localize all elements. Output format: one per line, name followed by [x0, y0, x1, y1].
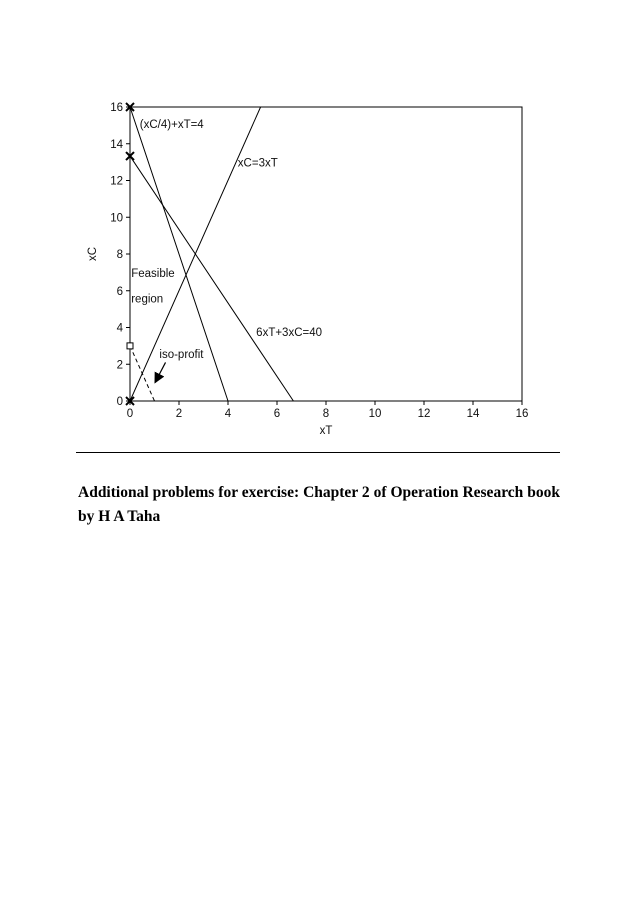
x-tick-label: 14	[466, 408, 480, 420]
iso-profit-label: iso-profit	[159, 348, 204, 361]
y-tick-label: 16	[110, 102, 123, 114]
horizontal-rule	[76, 452, 560, 453]
y-tick-label: 8	[116, 249, 123, 261]
caption-text: Additional problems for exercise: Chapter 2 of Operation Research book by H A Taha	[78, 484, 560, 525]
y-tick-label: 6	[116, 285, 123, 298]
x-tick-label: 4	[224, 408, 232, 420]
y-tick-label: 10	[110, 212, 123, 225]
iso-profit-arrow	[155, 362, 166, 382]
x-tick-label: 10	[368, 408, 382, 420]
y-tick-label: 4	[116, 322, 123, 335]
y-axis-title: xC	[87, 246, 99, 262]
region-label: region	[131, 293, 164, 306]
ratio-line-label: xC=3xT	[237, 157, 278, 170]
x-tick-label: 6	[273, 408, 281, 420]
x-axis-title: xT	[319, 425, 333, 437]
x-tick-label: 16	[515, 408, 529, 420]
x-tick-label: 2	[175, 408, 183, 420]
y-tick-label: 2	[116, 359, 123, 372]
constraint-2-label: 6xT+3xC=40	[256, 326, 323, 339]
feasible-label: Feasible	[131, 267, 175, 280]
iso-profit-point-marker	[127, 343, 133, 349]
x-tick-label: 12	[417, 408, 431, 420]
y-tick-label: 12	[110, 175, 123, 188]
x-tick-label: 8	[322, 408, 330, 420]
x-tick-label: 0	[126, 408, 134, 420]
y-tick-label: 0	[116, 396, 123, 408]
constraint-1-label: (xC/4)+xT=4	[139, 119, 204, 132]
y-tick-label: 14	[110, 138, 123, 151]
